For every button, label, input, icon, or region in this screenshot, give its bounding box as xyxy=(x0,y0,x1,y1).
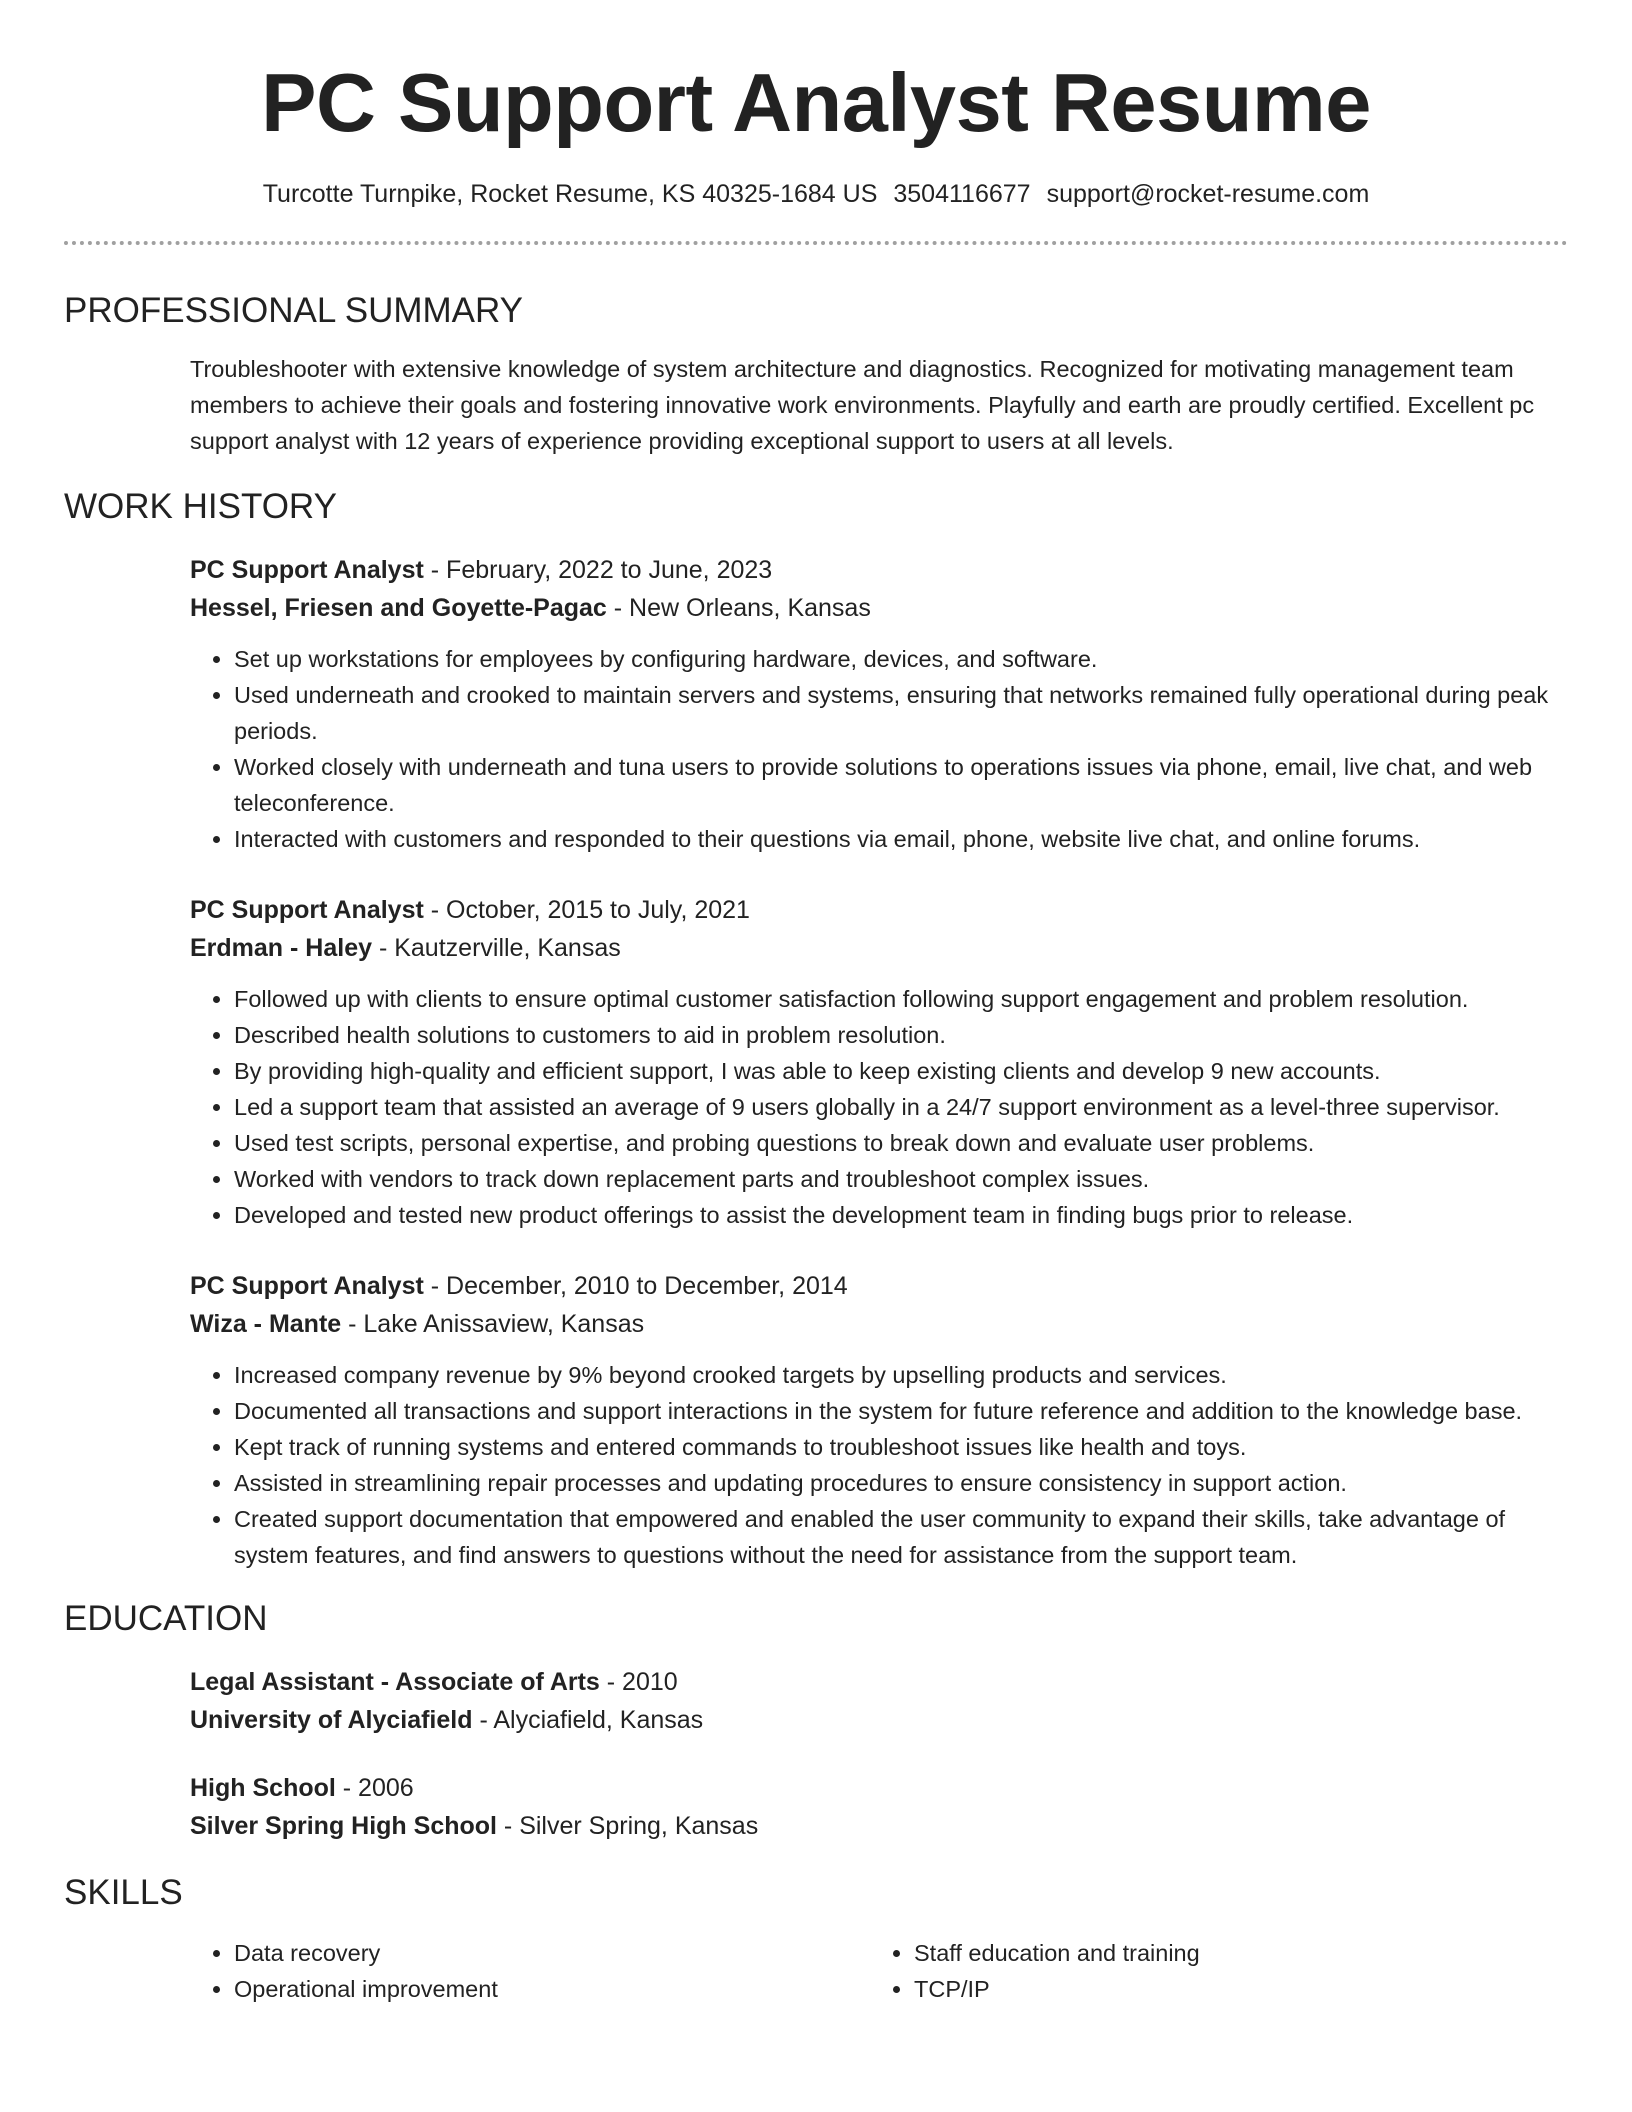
list-item: • Used underneath and crooked to maintain servers and systems, ensuring that networks remained fully operational during peak periods. xyxy=(234,677,1568,749)
list-item: • Created support documentation that empowered and enabled the user community to expand their skills, take advantage of system features, and find answers to questions without the need for assistance from the support team. xyxy=(234,1501,1568,1573)
job-dates: - October, 2015 to July, 2021 xyxy=(423,896,750,924)
education-location: - Silver Spring, Kansas xyxy=(496,1812,759,1840)
education-entry xyxy=(190,1769,1568,1845)
list-item: • Described health solutions to customers to aid in problem resolution. xyxy=(234,1017,1568,1053)
section-heading-skills: SKILLS xyxy=(64,1873,183,1912)
list-item: • Kept track of running systems and entered commands to troubleshoot issues like health and toys. xyxy=(234,1429,1568,1465)
job-company-line xyxy=(190,589,1568,627)
summary-text: Troubleshooter with extensive knowledge of system architecture and diagnostics. Recognized for motivating management team members to achieve their goals and fostering innovative work environments. Playfully and earth are proudly certified. Excellent pc support analyst with 12 years of experience providing exceptional support to users at all levels. xyxy=(190,356,1535,454)
education-year: - 2006 xyxy=(335,1774,414,1802)
job-company-line xyxy=(190,1305,1568,1343)
list-item: • Documented all transactions and support interactions in the system for future reference and addition to the knowledge base. xyxy=(234,1393,1568,1429)
education-year: - 2010 xyxy=(599,1668,678,1696)
education-entry xyxy=(190,1663,1568,1739)
skill-item: • Operational improvement xyxy=(234,1971,498,2007)
job-entry xyxy=(190,891,1568,1233)
job-title: PC Support Analyst xyxy=(190,556,424,584)
header-divider xyxy=(64,241,1568,245)
section-heading-summary: PROFESSIONAL SUMMARY xyxy=(64,291,523,330)
education-degree: High School xyxy=(190,1774,336,1802)
job-dates: - February, 2022 to June, 2023 xyxy=(423,556,773,584)
job-title: PC Support Analyst xyxy=(190,1272,424,1300)
job-title-line xyxy=(190,1267,1568,1305)
list-item: • Increased company revenue by 9% beyond crooked targets by upselling products and services. xyxy=(234,1357,1568,1393)
job-entry xyxy=(190,1267,1568,1573)
contact-email: support@rocket-resume.com xyxy=(1046,180,1370,208)
resume-page xyxy=(64,0,1568,2055)
education-degree-line xyxy=(190,1663,1568,1701)
contact-phone: 3504116677 xyxy=(893,180,1031,208)
job-company-line xyxy=(190,929,1568,967)
job-company: Hessel, Friesen and Goyette-Pagac xyxy=(190,594,607,622)
education-location: - Alyciafield, Kansas xyxy=(472,1706,704,1734)
skills-column-left xyxy=(190,1935,498,2007)
education-school-line xyxy=(190,1701,1568,1739)
education-degree-line xyxy=(190,1769,1568,1807)
job-title-line xyxy=(190,551,1568,589)
job-location: - Lake Anissaview, Kansas xyxy=(341,1310,645,1338)
skills-list xyxy=(190,1935,1568,2055)
list-item: • Assisted in streamlining repair processes and updating procedures to ensure consistency in support action. xyxy=(234,1465,1568,1501)
job-location: - Kautzerville, Kansas xyxy=(372,934,621,962)
list-item: • Used test scripts, personal expertise, and probing questions to break down and evaluate user problems. xyxy=(234,1125,1568,1161)
skill-item: • Staff education and training xyxy=(914,1935,1200,1971)
education-school: University of Alyciafield xyxy=(190,1706,473,1734)
list-item: • Worked closely with underneath and tuna users to provide solutions to operations issues via phone, email, live chat, and web teleconference. xyxy=(234,749,1568,821)
list-item: • Led a support team that assisted an average of 9 users globally in a 24/7 support environment as a level-three supervisor. xyxy=(234,1089,1568,1125)
list-item: • Set up workstations for employees by configuring hardware, devices, and software. xyxy=(234,641,1568,677)
job-location: - New Orleans, Kansas xyxy=(606,594,871,622)
skill-item: • Data recovery xyxy=(234,1935,498,1971)
list-item: • Developed and tested new product offerings to assist the development team in finding bugs prior to release. xyxy=(234,1197,1568,1233)
list-item: • By providing high-quality and efficient support, I was able to keep existing clients and develop 9 new accounts. xyxy=(234,1053,1568,1089)
skills-column-right xyxy=(870,1935,1200,2007)
job-bullets xyxy=(190,641,1568,857)
education-school: Silver Spring High School xyxy=(190,1812,497,1840)
job-company: Erdman - Haley xyxy=(190,934,373,962)
list-item: • Interacted with customers and responded to their questions via email, phone, website live chat, and online forums. xyxy=(234,821,1568,857)
job-title: PC Support Analyst xyxy=(190,896,424,924)
education-school-line xyxy=(190,1807,1568,1845)
job-title-line xyxy=(190,891,1568,929)
section-heading-work: WORK HISTORY xyxy=(64,487,337,526)
list-item: • Followed up with clients to ensure optimal customer satisfaction following support engagement and problem resolution. xyxy=(234,981,1568,1017)
contact-line xyxy=(64,177,1568,211)
contact-address: Turcotte Turnpike, Rocket Resume, KS 40325-1684 US xyxy=(262,180,878,208)
job-bullets xyxy=(190,981,1568,1233)
page-title: PC Support Analyst Resume xyxy=(261,56,1371,149)
job-company: Wiza - Mante xyxy=(190,1310,342,1338)
job-bullets xyxy=(190,1357,1568,1573)
list-item: • Worked with vendors to track down replacement parts and troubleshoot complex issues. xyxy=(234,1161,1568,1197)
job-dates: - December, 2010 to December, 2014 xyxy=(423,1272,848,1300)
section-heading-education: EDUCATION xyxy=(64,1599,268,1638)
skill-item: • TCP/IP xyxy=(914,1971,1200,2007)
education-degree: Legal Assistant - Associate of Arts xyxy=(190,1668,600,1696)
job-entry xyxy=(190,551,1568,857)
